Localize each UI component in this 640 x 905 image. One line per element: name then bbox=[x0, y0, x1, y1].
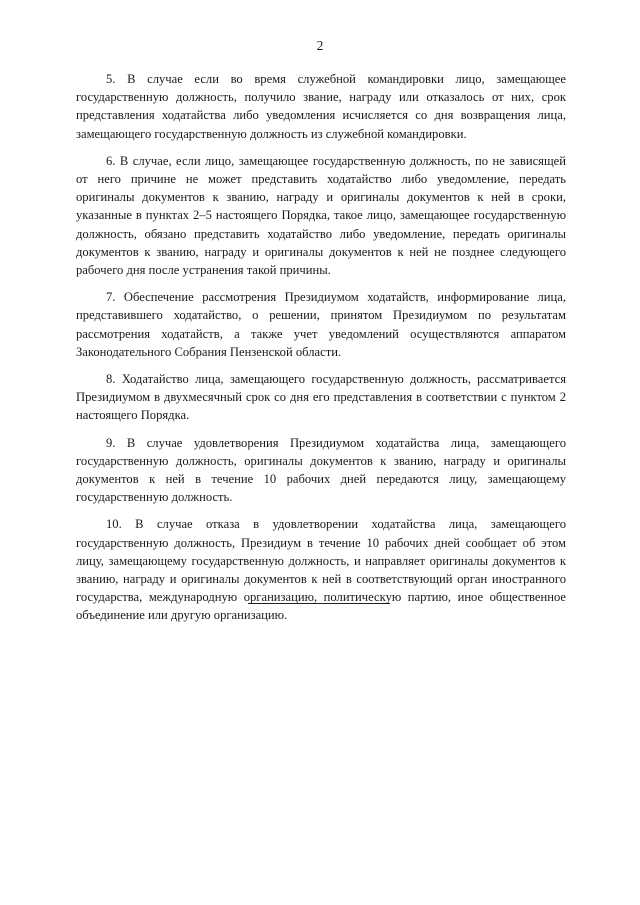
paragraph-7: 7. Обеспечение рассмотрения Президиумом ходатайств, информирование лица, представившего ходатайство, о решении, принятом Президиумом по результатам рассмотрения ходатайств, а также учет уведомлений осуществляются аппаратом Законодательного Собрания Пензенской области. bbox=[76, 290, 566, 359]
page-number: 2 bbox=[316, 38, 324, 53]
document-body bbox=[76, 70, 566, 634]
paragraph-9: 9. В случае удовлетворения Президиумом ходатайства лица, замещающего государственную должность, оригиналы документов к званию, награду и оригиналы документов к ней в течение 10 рабочих дней передаются лицу, замещающему государственную должность. bbox=[76, 435, 566, 505]
paragraph-5: 5. В случае если во время служебной командировки лицо, замещающее государственную должность, получило звание, награду или отказалось от них, срок представления ходатайства либо уведомления исчисляется со дня возвращения лица, замещающего государственную должность из служебной командировки. bbox=[76, 72, 566, 141]
paragraph-6: 6. В случае, если лицо, замещающее государственную должность, по не зависящей от него причине не может представить ходатайство либо уведомление, передать оригиналы документов к званию, награду и оригиналы документов к ней в сроки, указанные в пунктах 2–5 настоящего Порядка, такое лицо, замещающее государственную должность, обязано представить ходатайство либо уведомление, передать оригиналы документов к званию, награду и оригиналы документов к ней не позднее следующего рабочего дня после устранения такой причины. bbox=[76, 153, 566, 278]
end-divider-line bbox=[248, 603, 390, 604]
paragraph-8: 8. Ходатайство лица, замещающего государственную должность, рассматривается Президиумом в двухмесячный срок со дня его представления в соответствии с пунктом 2 настоящего Порядка. bbox=[76, 372, 566, 423]
paragraph-10: 10. В случае отказа в удовлетворении ходатайства лица, замещающего государственную должность, Президиум в течение 10 рабочих дней сообщает об этом лицу, замещающему государственную должность, и направляет оригиналы документов к званию, награду и оригиналы документов к ней в соответствующий орган иностранного государства, международную организацию, политическую партию, иное общественное объединение или другую организацию. bbox=[76, 517, 566, 623]
